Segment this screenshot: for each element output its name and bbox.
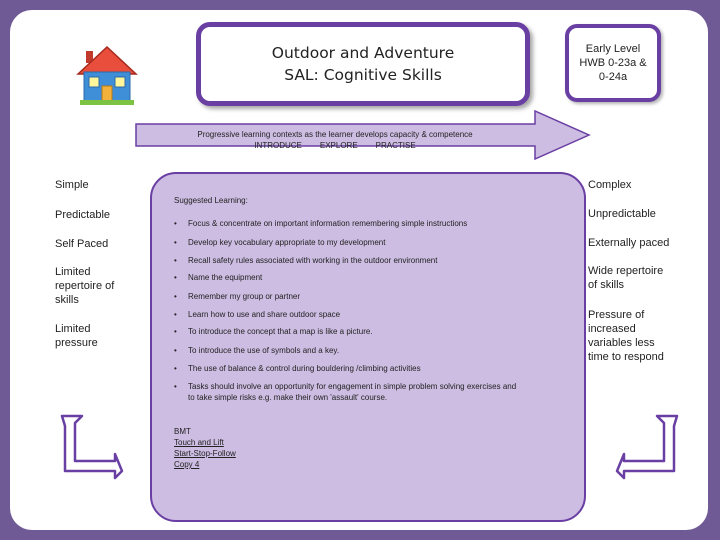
bullet-dot: •	[174, 219, 177, 228]
stage-introduce: INTRODUCE	[254, 141, 302, 150]
title-box	[196, 22, 530, 106]
level-line-3: 0-24a	[598, 71, 628, 83]
bmt-label: BMT	[174, 427, 191, 436]
bullet-dot: •	[174, 364, 177, 373]
list-item: • Focus & concentrate on important information remembering simple instructions	[174, 219, 468, 228]
title-line-1: Outdoor and Adventure	[271, 44, 455, 62]
list-item: • The use of balance & control during bouldering /climbing activities	[174, 364, 421, 373]
bullet-dot: •	[174, 327, 177, 336]
stage-practise: PRACTISE	[375, 141, 416, 150]
progression-text	[135, 129, 535, 151]
level-line-1: Early Level	[585, 43, 641, 55]
progression-stages	[135, 140, 535, 151]
limited-repertoire-line-3: skills	[55, 294, 79, 306]
list-item: • To introduce the use of symbols and a key.	[174, 346, 340, 355]
label-predictable: Predictable	[55, 209, 111, 221]
pressure-line-1: Pressure of	[588, 309, 645, 321]
list-item: • Develop key vocabulary appropriate to my development	[174, 238, 386, 247]
bullet-dot: •	[174, 310, 177, 319]
pressure-line-3: variables less	[588, 337, 655, 349]
suggested-learning-heading: Suggested Learning:	[174, 196, 248, 205]
list-item: • Remember my group or partner	[174, 292, 301, 301]
bent-double-arrow-icon	[615, 414, 679, 480]
pressure-line-2: increased	[588, 323, 636, 335]
pressure-line-4: time to respond	[588, 351, 664, 363]
bullet-dot: •	[174, 292, 177, 301]
bullet-dot: •	[174, 346, 177, 355]
bent-double-arrow-icon	[60, 414, 124, 480]
list-item: • Recall safety rules associated with working in the outdoor environment	[174, 256, 438, 265]
level-line-2: HWB 0-23a &	[579, 57, 647, 69]
bullet-dot: •	[174, 273, 177, 282]
limited-pressure-line-2: pressure	[55, 337, 98, 349]
bullet-dot: •	[174, 382, 177, 391]
list-item: • To introduce the concept that a map is like a picture.	[174, 327, 373, 336]
bullet-dot: •	[174, 238, 177, 247]
stage-explore: EXPLORE	[319, 141, 358, 150]
link-copy-4[interactable]: Copy 4	[174, 460, 200, 469]
limited-repertoire-line-2: repertoire of	[55, 280, 115, 292]
progression-line: Progressive learning contexts as the learner develops capacity & competence	[197, 130, 473, 139]
label-wide-repertoire	[588, 264, 688, 292]
title-line-2: SAL: Cognitive Skills	[284, 66, 442, 84]
wide-repertoire-line-2: of skills	[588, 279, 625, 291]
bullet-dot: •	[174, 256, 177, 265]
list-item: • Tasks should involve an opportunity for engagement in simple problem solving exercises and to take simple risks e.g. make their own 'assault' course.	[174, 382, 517, 402]
link-start-stop-follow[interactable]: Start-Stop-Follow	[174, 449, 236, 458]
link-touch-and-lift[interactable]: Touch and Lift	[174, 438, 224, 447]
label-simple: Simple	[55, 179, 89, 191]
label-unpredictable: Unpredictable	[588, 208, 656, 220]
label-complex: Complex	[588, 179, 632, 191]
level-box	[565, 24, 661, 102]
label-limited-pressure	[55, 322, 150, 350]
list-item: • Name the equipment	[174, 273, 263, 282]
list-item: • Learn how to use and share outdoor space	[174, 310, 341, 319]
limited-repertoire-line-1: Limited	[55, 266, 91, 278]
label-limited-repertoire	[55, 265, 150, 307]
limited-pressure-line-1: Limited	[55, 323, 91, 335]
wide-repertoire-line-1: Wide repertoire	[588, 265, 664, 277]
label-externally-paced: Externally paced	[588, 237, 670, 249]
house-icon	[74, 44, 140, 106]
label-self-paced: Self Paced	[55, 238, 109, 250]
label-pressure	[588, 308, 688, 364]
